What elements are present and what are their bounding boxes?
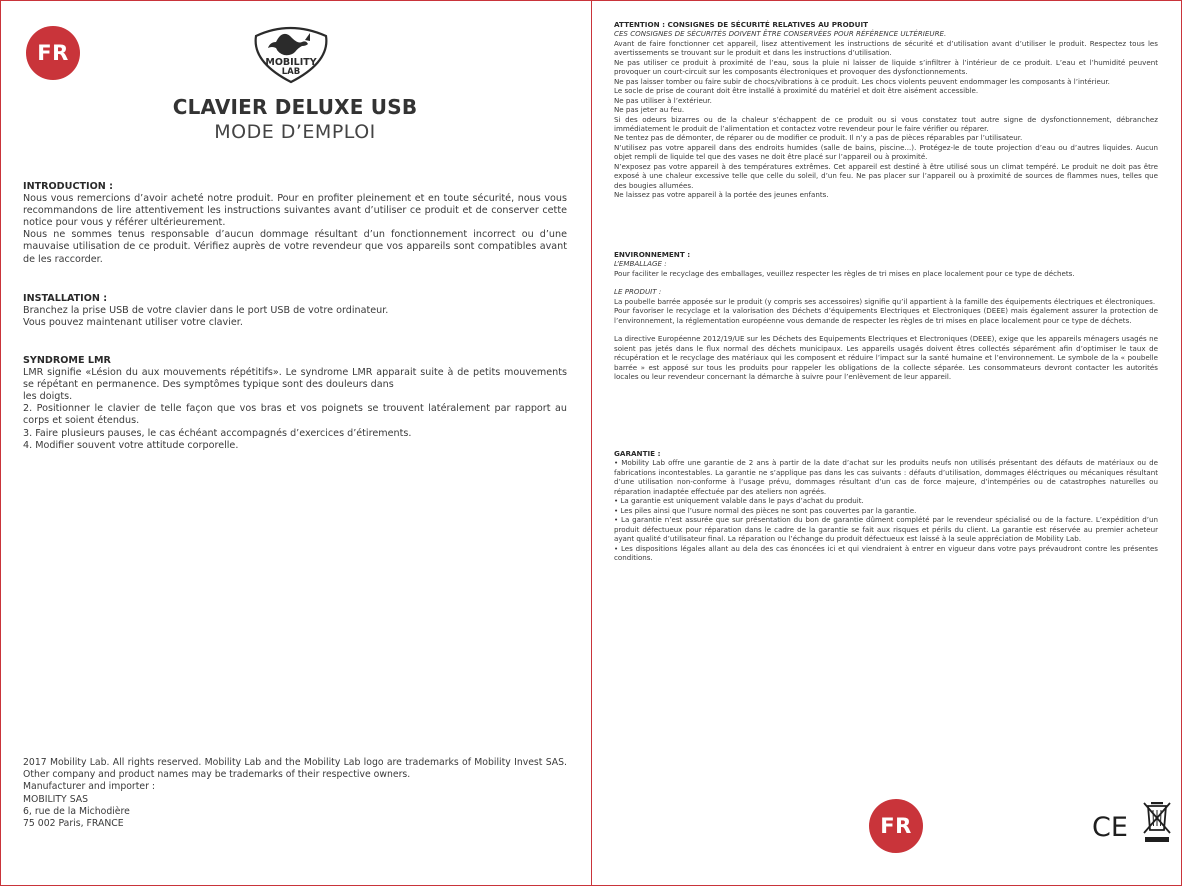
packaging-label: L’EMBALLAGE : <box>614 259 667 269</box>
svg-text:LAB: LAB <box>281 67 301 77</box>
installation-section <box>23 293 567 329</box>
lmr-heading: SYNDROME LMR <box>23 355 111 366</box>
manufacturer-label: Manufacturer and importer : <box>23 781 156 793</box>
document-title: CLAVIER DELUXE USB <box>172 95 418 119</box>
safety-item: Ne tentez pas de démonter, de réparer ou de modifier ce produit. Il n’y a pas de pièces réparables par l’utilisateur. <box>614 133 1023 143</box>
company-name: MOBILITY SAS <box>23 793 89 805</box>
address-line: 75 002 Paris, FRANCE <box>23 818 124 830</box>
product-text: Pour favoriser le recyclage et la valorisation des Déchets d’équipements Electriques et Electroniques (DEEE) mais également assurer la protection de l’environnement, la réglementation européenne vous demande de respecter les règles de tri mises en place localement pour ce type de déchets. <box>614 306 1158 325</box>
lmr-paragraph: LMR signifie «Lésion du aux mouvements répétitifs». Le syndrome LMR apparait suite à de petits mouvements se répétant en permanence. Des symptômes typique sont des douleurs dans <box>23 367 567 391</box>
document-subtitle: MODE D’EMPLOI <box>214 121 376 143</box>
svg-text:CE: CE <box>1092 812 1128 840</box>
mobility-lab-logo <box>250 22 332 84</box>
crossed-out-bin-icon <box>1142 800 1172 844</box>
warranty-section <box>614 449 1158 562</box>
language-badge: FR <box>26 26 80 80</box>
environment-heading: ENVIRONNEMENT : <box>614 250 691 259</box>
safety-heading: ATTENTION : CONSIGNES DE SÉCURITÉ RELATIVES AU PRODUIT <box>614 20 869 29</box>
lmr-section <box>23 355 567 452</box>
safety-item: N’exposez pas votre appareil à des températures extrêmes. Cet appareil est destiné à être utilisé sous un climat tempéré. Le produit ne doit pas être exposé à une chaleur excessive telle que celle du soleil, d’un feu. Ne pas placer sur l’appareil ou à proximité de sources de flammes nues, telles que des bougies allumées. <box>614 161 1158 190</box>
lmr-paragraph: 4. Modifier souvent votre attitude corporelle. <box>23 439 239 451</box>
safety-item: Ne pas utiliser à l’extérieur. <box>614 95 712 105</box>
address-line: 6, rue de la Michodière <box>23 805 130 817</box>
warranty-item: • La garantie est uniquement valable dans le pays d’achat du produit. <box>614 496 864 506</box>
installation-paragraph: Branchez la prise USB de votre clavier dans le port USB de votre ordinateur. <box>23 305 389 317</box>
installation-heading: INSTALLATION : <box>23 293 108 304</box>
safety-item: Ne pas utiliser ce produit à proximité de l’eau, sous la pluie ni laisser de liquide s’infiltrer à l’intérieur de ce produit. L’eau et l’humidité peuvent provoquer un court-circuit sur les composants électroniques et provoquer des dysfonctionnements. <box>614 57 1158 77</box>
copyright-text: 2017 Mobility Lab. All rights reserved. Mobility Lab and the Mobility Lab logo are trademarks of Mobility Invest SAS. Other company and product names may be trademarks of their respective owners. <box>23 757 567 781</box>
safety-item: Le socle de prise de courant doit être installé à proximité du matériel et doit être aisément accessible. <box>614 86 979 96</box>
packaging-text: Pour faciliter le recyclage des emballages, veuillez respecter les règles de tri mises en place localement pour ce type de déchets. <box>614 268 1075 278</box>
safety-item: Avant de faire fonctionner cet appareil, lisez attentivement les instructions de sécurité et d’utilisation avant d’utiliser le produit. Respectez tous les avertissements se trouvant sur le produit et dans les instructions d’utilisation. <box>614 38 1158 58</box>
warranty-heading: GARANTIE : <box>614 449 661 458</box>
safety-item: Si des odeurs bizarres ou de la chaleur s’échappent de ce produit ou si vous constatez tout autre signe de dysfonctionnement, débranchez immédiatement le produit de l’alimentation et contactez votre revendeur pour le faire vérifier ou réparer. <box>614 114 1158 133</box>
lmr-paragraph: 3. Faire plusieurs pauses, le cas échéant accompagnés d’exercices d’étirements. <box>23 427 412 439</box>
introduction-paragraph: Nous ne sommes tenus responsable d’aucun dommage résultant d’un fonctionnement incorrect ou d’une mauvaise utilisation de ce produit. Vérifiez auprès de votre revendeur que vos appareils sont compatibles avant de les raccorder. <box>23 229 567 265</box>
directive-text: La directive Européenne 2012/19/UE sur les Déchets des Equipements Electriques et Electroniques (DEEE), exige que les appareils ménagers usagés ne soient pas jetés dans le flux normal des déchets municipaux. Les appareils usagés doivent êtres collectés séparément afin d’optimiser le taux de récupération et le recyclage des matériaux qui les composent et réduire l’impact sur la santé humaine et l’environnement. Le symbole de la « poubelle barrée » est apposé sur tous les produits pour rappeler les obligations de la collecte séparée. Les consommateurs devront contacter les autorités locales ou leur revendeur concernant la démarche à suivre pour l’enlèvement de leur appareil. <box>614 334 1158 381</box>
safety-item: Ne pas laisser tomber ou faire subir de chocs/vibrations à ce produit. Les chocs violents peuvent endommager les composants à l’intérieur. <box>614 76 1110 86</box>
warranty-item: • Mobility Lab offre une garantie de 2 ans à partir de la date d’achat sur les produits neufs non utilisés présentant des défauts de matériaux ou de fabrications incontestables. La garantie ne s’applique pas dans les cas suivants : défauts d’utilisation, dommages éléctriques ou mécaniques résultant d’une utilisation non-conforme à l’usage prévu, dommages résultant d’un cas de force majeure, d’intempéries ou de catastrophes naturelles ou réparation inadaptée effectuée par des ateliers non agréés. <box>614 458 1158 496</box>
safety-section <box>614 20 1158 200</box>
installation-paragraph: Vous pouvez maintenant utiliser votre clavier. <box>23 317 243 329</box>
safety-subheading: CES CONSIGNES DE SÉCURITÉS DOIVENT ÊTRE CONSERVÉES POUR RÉFÉRENCE ULTÉRIEURE. <box>614 29 947 39</box>
environment-section <box>614 250 1158 381</box>
product-text: La poubelle barrée apposée sur le produit (y compris ses accessoires) signifie qu’il appartient à la famille des équipements électriques et électroniques. <box>614 296 1156 306</box>
introduction-paragraph: Nous vous remercions d’avoir acheté notre produit. Pour en profiter pleinement et en toute sécurité, nous vous recommandons de lire attentivement les instructions suivantes avant d’utiliser ce produit et de conserver cette notice pour vous y référer ultérieurement. <box>23 193 567 229</box>
warranty-item: • Les dispositions légales allant au dela des cas énoncées ici et qui viendraient à entrer en vigueur dans votre pays prévaudront contre les présentes conditions. <box>614 543 1158 562</box>
lmr-paragraph: 2. Positionner le clavier de telle façon que vos bras et vos poignets se trouvent latéralement par rapport au corps et soient étendus. <box>23 403 567 427</box>
introduction-section <box>23 181 567 266</box>
warranty-item: • La garantie n’est assurée que sur présentation du bon de garantie dûment complété par le revendeur spécialisé ou de la facture. L’expédition d’un produit défectueux pour réparation dans le cadre de la garantie se fait aux risques et périls du client. La garantie est réservée au premier acheteur ayant qualité d’utilisateur final. La réparation ou l’échange du produit défectueux est laissé à la seule appréciation de Mobility Lab. <box>614 515 1158 544</box>
safety-item: N’utilisez pas votre appareil dans des endroits humides (salle de bains, piscine...). Protégez-le de toute projection d’eau ou d’autres liquides. Aucun objet rempli de liquide tel que des vases ne doit être placé sur l’appareil ou à proximité. <box>614 142 1158 162</box>
product-label: LE PRODUIT : <box>614 287 662 297</box>
warranty-item: • Les piles ainsi que l’usure normal des pièces ne sont pas couvertes par la garantie. <box>614 505 917 515</box>
ce-mark-icon <box>1087 812 1133 840</box>
footer <box>23 757 567 830</box>
introduction-heading: INTRODUCTION : <box>23 181 113 192</box>
safety-item: Ne laissez pas votre appareil à la portée des jeunes enfants. <box>614 190 829 200</box>
svg-text:MOBILITY: MOBILITY <box>265 57 317 68</box>
language-badge: FR <box>869 799 923 853</box>
safety-item: Ne pas jeter au feu. <box>614 105 685 115</box>
lmr-paragraph: les doigts. <box>23 391 73 403</box>
